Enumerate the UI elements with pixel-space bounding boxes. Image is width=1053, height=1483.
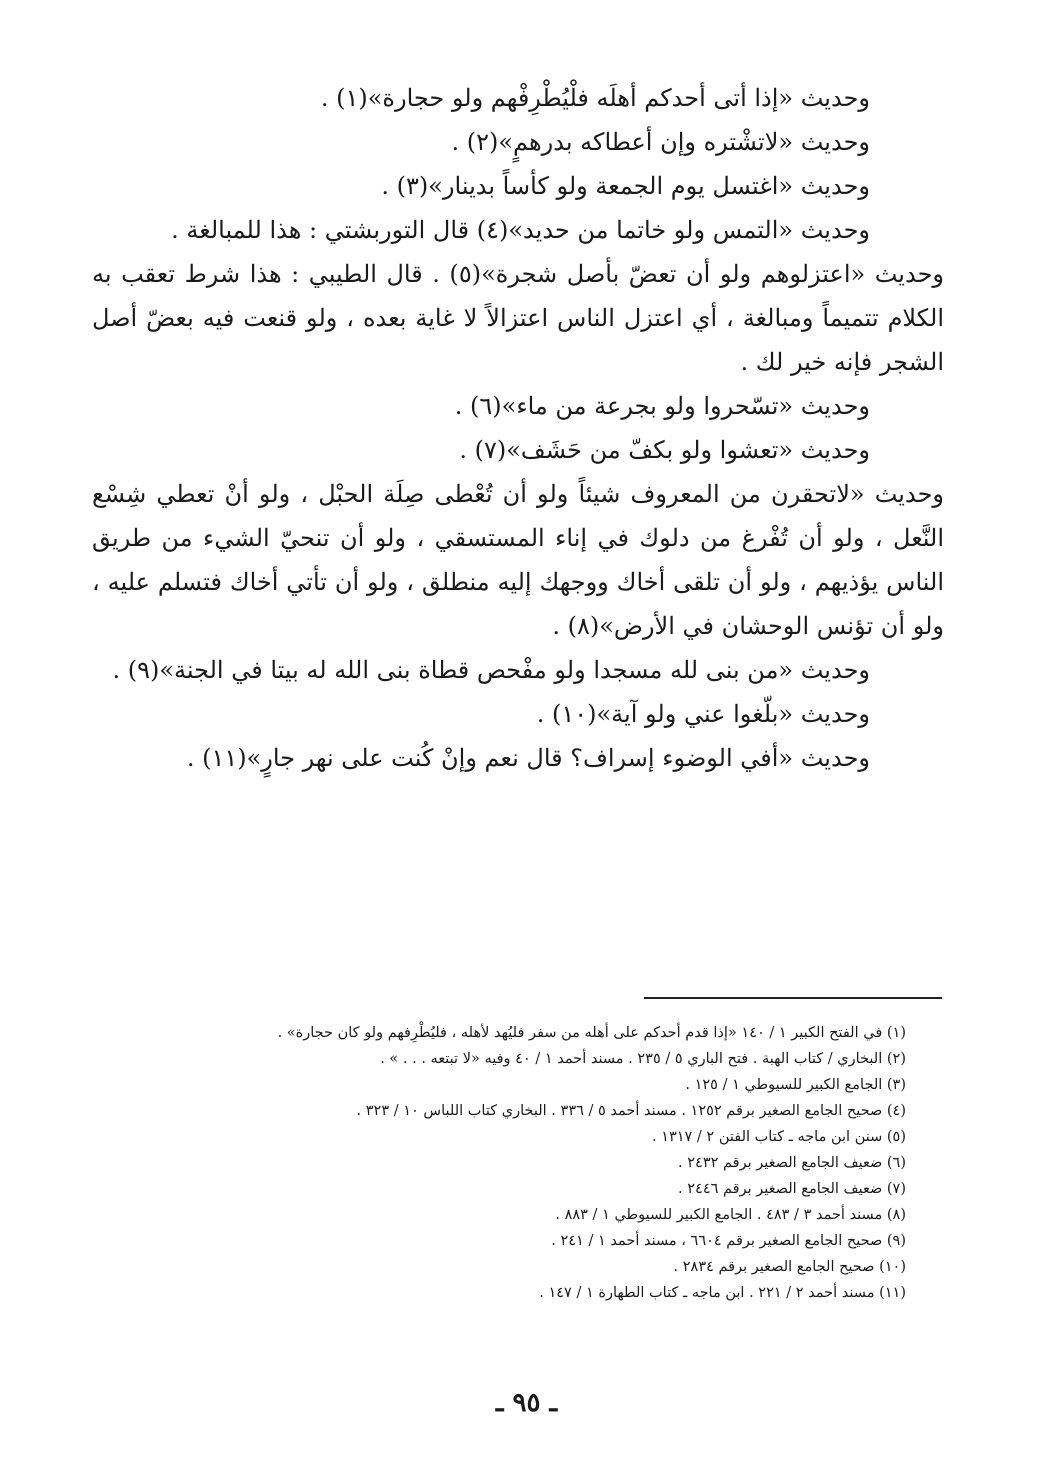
footnote-10: (١٠) صحيح الجامع الصغير برقم ٢٨٣٤ . xyxy=(673,1259,906,1275)
hadith-paragraph-5: وحديث «اعتزلوهم ولو أن تعضّ بأصل شجرة»(٥) . قال الطيبي : هذا شرط تعقب به الكلام تتميماً ومبالغة ، أي اعتزل الناس اعتزالاً لا غاية بعده ، ولو قنعت فيه بعضّ أصل الشجر فإنه خير لك . xyxy=(92,260,945,376)
hadith-line-7: وحديث «تعشوا ولو بكفّ من حَشَف»(٧) . xyxy=(459,436,870,464)
hadith-line-11: وحديث «أفي الوضوء إسراف؟ قال نعم وإنْ كُنت على نهر جارٍ»(١١) . xyxy=(186,744,870,772)
footnote-2: (٢) البخاري / كتاب الهبة . فتح الباري ٥ / ٢٣٥ . مسند أحمد ١ / ٤٠ وفيه «لا تبتعه . . . » . xyxy=(380,1051,906,1067)
hadith-line-9: وحديث «من بنى لله مسجدا ولو مفْحص قطاة بنى الله له بيتا في الجنة»(٩) . xyxy=(112,656,870,684)
hadith-paragraph-8: وحديث «لاتحقرن من المعروف شيئاً ولو أن تُعْطى صِلَة الحبْل ، ولو أنْ تعطي شِسْع النَّعل ، ولو أن تُفْرغ من دلوك في إناء المستسقي ، ولو أن تنحيّ الشيء من طريق الناس يؤذيهم ، ولو أن تلقى أخاك ووجهك إليه منطلق ، ولو أن تأتي أخاك فتسلم عليه ، ولو أن تؤنس الوحشان في الأرض»(٨) . xyxy=(92,480,944,640)
footnote-8: (٨) مسند أحمد ٣ / ٤٨٣ . الجامع الكبير للسيوطي ١ / ٨٨٣ . xyxy=(555,1207,906,1223)
footnote-6: (٦) ضعيف الجامع الصغير برقم ٢٤٣٢ . xyxy=(678,1155,906,1171)
footnote-separator xyxy=(644,997,942,999)
hadith-line-1: وحديث «إذا أتى أحدكم أهلَه فلْيُطْرِفْهم ولو حجارة»(١) . xyxy=(320,84,870,112)
footnote-7: (٧) ضعيف الجامع الصغير برقم ٢٤٤٦ . xyxy=(678,1181,906,1197)
hadith-line-3: وحديث «اغتسل يوم الجمعة ولو كأساً بدينار»(٣) . xyxy=(381,172,870,200)
footnote-3: (٣) الجامع الكبير للسيوطي ١ / ١٢٥ . xyxy=(685,1077,906,1093)
footnotes xyxy=(92,1020,906,1306)
footnote-5: (٥) سنن ابن ماجه ـ كتاب الفتن ٢ / ١٣١٧ . xyxy=(651,1129,906,1145)
footnote-9: (٩) صحيح الجامع الصغير برقم ٦٦٠٤ ، مسند أحمد ١ / ٢٤١ . xyxy=(551,1233,906,1249)
main-text xyxy=(92,76,944,780)
footnote-4: (٤) صحيح الجامع الصغير برقم ١٢٥٢ . مسند أحمد ٥ / ٣٣٦ . البخاري كتاب اللباس ١٠ / ٣٢٣ . xyxy=(356,1103,906,1119)
page-number: ـ ٩٥ ـ xyxy=(495,1388,558,1418)
footnote-1: (١) في الفتح الكبير ١ / ١٤٠ «إذا قدم أحدكم على أهله من سفر فليُهد لأهله ، فليُطْرِفهم ولو كان حجارة» . xyxy=(277,1025,906,1041)
hadith-line-6: وحديث «تسّحروا ولو بجرعة من ماء»(٦) . xyxy=(454,392,870,420)
hadith-line-2: وحديث «لاتشْتره وإن أعطاكه بدرهمٍ»(٢) . xyxy=(451,128,870,156)
footnote-11: (١١) مسند أحمد ٢ / ٢٢١ . ابن ماجه ـ كتاب الطهارة ١ / ١٤٧ . xyxy=(539,1285,906,1301)
hadith-line-10: وحديث «بلّغوا عني ولو آية»(١٠) . xyxy=(536,700,870,728)
hadith-line-4: وحديث «التمس ولو خاتما من حديد»(٤) قال التوربشتي : هذا للمبالغة . xyxy=(171,216,870,244)
